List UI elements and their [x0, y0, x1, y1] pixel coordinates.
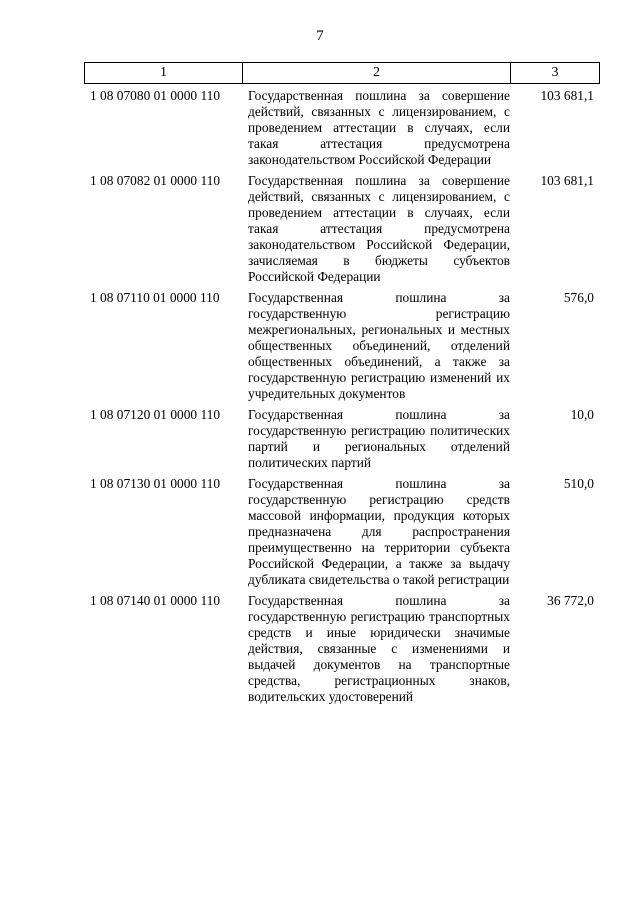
- amount: 510,0: [563, 476, 594, 491]
- table-row: [84, 593, 600, 705]
- table-row: [84, 407, 600, 471]
- header-column-2: 2: [243, 63, 511, 83]
- revenue-description: Государственная пошлина за совершение действий, связанных с лицензированием, с проведением аттестации в случаях, если такая аттестация предусмотрена законодательством Российской Федерации, зачисляемая в бюджеты субъектов Российской Федерации: [248, 173, 510, 284]
- amount: 103 681,1: [540, 88, 594, 103]
- page-number: 7: [316, 28, 324, 44]
- budget-code: 1 08 07120 01 0000 110: [90, 407, 221, 422]
- table-row: [84, 173, 600, 285]
- amount: 10,0: [570, 407, 594, 422]
- revenue-description: Государственная пошлина за государственную регистрацию политических партий и региональных отделений политических партий: [248, 407, 510, 470]
- revenue-description: Государственная пошлина за государственную регистрацию транспортных средств и иные юридически значимые действия, связанные с изменениями и выдачей документов на транспортные средства, регистрационных знаков, водительских удостоверений: [248, 593, 510, 704]
- amount: 103 681,1: [540, 173, 594, 188]
- header-column-1: 1: [85, 63, 243, 83]
- budget-code: 1 08 07080 01 0000 110: [90, 88, 221, 103]
- table-row: [84, 88, 600, 168]
- table-row: [84, 476, 600, 588]
- budget-code: 1 08 07130 01 0000 110: [90, 476, 221, 491]
- revenue-description: Государственная пошлина за государственную регистрацию межрегиональных, региональных и местных общественных объединений, отделений общественных объединений, а также за государственную регистрацию изменений их учредительных документов: [248, 290, 510, 401]
- budget-code: 1 08 07140 01 0000 110: [90, 593, 221, 608]
- table-body: [84, 88, 600, 710]
- header-column-3: 3: [551, 65, 559, 80]
- revenue-description: Государственная пошлина за государственную регистрацию средств массовой информации, продукция которых предназначена для распространения преимущественно на территории субъекта Российской Федерации, а также за выдачу дубликата свидетельства о такой регистрации: [248, 476, 510, 587]
- table-row: [84, 290, 600, 402]
- amount: 576,0: [563, 290, 594, 305]
- amount: 36 772,0: [547, 593, 594, 608]
- revenue-description: Государственная пошлина за совершение действий, связанных с лицензированием, с проведением аттестации в случаях, если такая аттестация предусмотрена законодательством Российской Федерации: [248, 88, 510, 167]
- budget-code: 1 08 07082 01 0000 110: [90, 173, 221, 188]
- budget-code: 1 08 07110 01 0000 110: [90, 290, 220, 305]
- table-header: [84, 62, 600, 84]
